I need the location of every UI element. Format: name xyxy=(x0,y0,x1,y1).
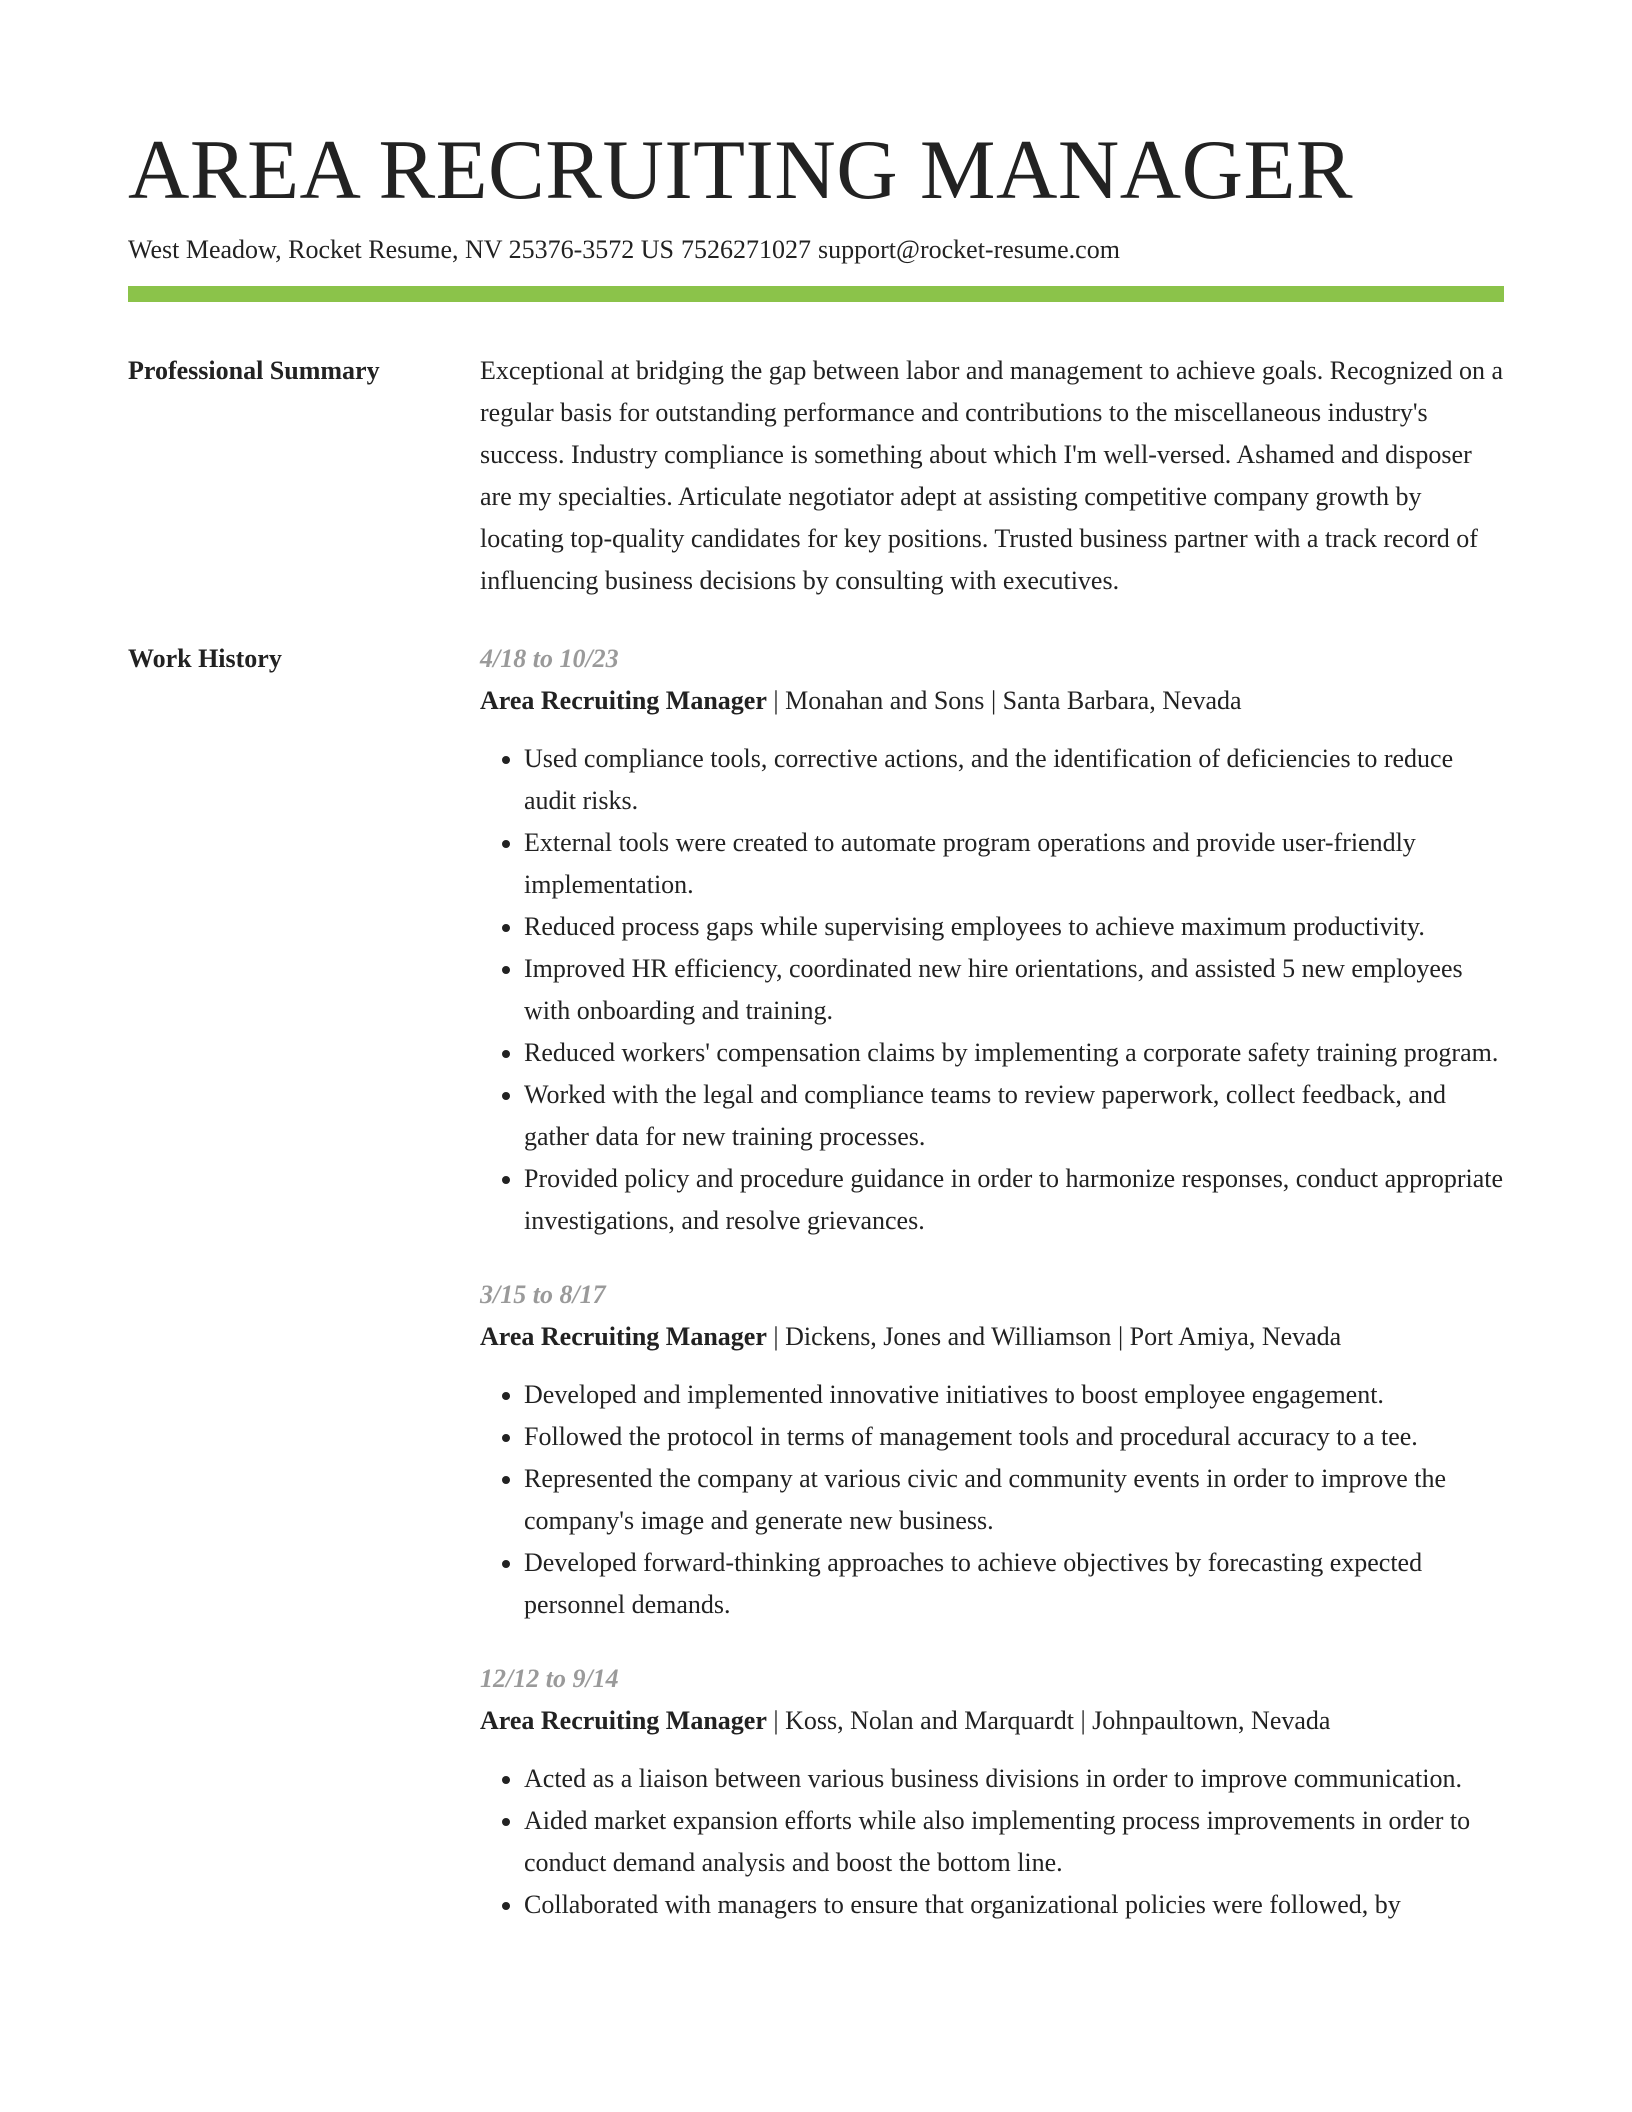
job-company: Koss, Nolan and Marquardt xyxy=(785,1706,1074,1735)
job-title: Area Recruiting Manager xyxy=(480,1706,767,1735)
job-bullet: • Followed the protocol in terms of management tools and procedural accuracy to a tee. xyxy=(524,1416,1504,1458)
work-history-section xyxy=(128,638,1504,1926)
job-bullet-list xyxy=(480,1758,1504,1926)
job-dates: 4/18 to 10/23 xyxy=(480,644,619,673)
job-bullet: • Reduced workers' compensation claims by implementing a corporate safety training program. xyxy=(524,1032,1504,1074)
job-title-line: Area Recruiting Manager | Dickens, Jones and Williamson | Port Amiya, Nevada xyxy=(480,1322,1342,1351)
contact-email: support@rocket-resume.com xyxy=(818,235,1120,264)
job-bullet: • Developed forward-thinking approaches to achieve objectives by forecasting expected personnel demands. xyxy=(524,1542,1504,1626)
job-entry xyxy=(480,638,1504,1242)
job-bullet: • Reduced process gaps while supervising employees to achieve maximum productivity. xyxy=(524,906,1504,948)
summary-section-label: Professional Summary xyxy=(128,356,380,385)
summary-section-content xyxy=(480,350,1504,602)
job-entry xyxy=(480,1658,1504,1926)
job-entry xyxy=(480,1274,1504,1626)
job-location: Johnpaultown, Nevada xyxy=(1092,1706,1331,1735)
job-bullet: • Aided market expansion efforts while also implementing process improvements in order to conduct demand analysis and boost the bottom line. xyxy=(524,1800,1504,1884)
summary-text: Exceptional at bridging the gap between labor and management to achieve goals. Recognized on a regular basis for outstanding performance and contributions to the miscellaneous industry's success. Industry compliance is something about which I'm well-versed. Ashamed and disposer are my specialties. Articulate negotiator adept at assisting competitive company growth by locating top-quality candidates for key positions. Trusted business partner with a track record of influencing business decisions by consulting with executives. xyxy=(480,356,1504,595)
job-bullet-list xyxy=(480,1374,1504,1626)
job-bullet: • Developed and implemented innovative initiatives to boost employee engagement. xyxy=(524,1374,1504,1416)
job-company: Monahan and Sons xyxy=(785,686,985,715)
summary-section xyxy=(128,350,1504,602)
job-title: Area Recruiting Manager xyxy=(480,1322,767,1351)
job-title: Area Recruiting Manager xyxy=(480,686,767,715)
job-company: Dickens, Jones and Williamson xyxy=(785,1322,1112,1351)
job-bullet: • Used compliance tools, corrective actions, and the identification of deficiencies to reduce audit risks. xyxy=(524,738,1504,822)
contact-phone: 7526271027 xyxy=(681,235,812,264)
job-title-line: Area Recruiting Manager | Koss, Nolan and Marquardt | Johnpaultown, Nevada xyxy=(480,1706,1331,1735)
job-location: Santa Barbara, Nevada xyxy=(1002,686,1242,715)
work-history-label: Work History xyxy=(128,644,282,673)
job-bullet-list xyxy=(480,738,1504,1242)
job-bullet: • Represented the company at various civic and community events in order to improve the company's image and generate new business. xyxy=(524,1458,1504,1542)
contact-address: West Meadow, Rocket Resume, NV 25376-3572 US xyxy=(128,235,675,264)
job-bullet: • Collaborated with managers to ensure that organizational policies were followed, by xyxy=(524,1884,1504,1926)
job-bullet: • Acted as a liaison between various business divisions in order to improve communication. xyxy=(524,1758,1504,1800)
contact-line xyxy=(128,232,1504,268)
job-dates: 12/12 to 9/14 xyxy=(480,1664,619,1693)
job-bullet: • Provided policy and procedure guidance in order to harmonize responses, conduct appropriate investigations, and resolve grievances. xyxy=(524,1158,1504,1242)
job-dates: 3/15 to 8/17 xyxy=(480,1280,606,1309)
job-title-line: Area Recruiting Manager | Monahan and Sons | Santa Barbara, Nevada xyxy=(480,686,1242,715)
job-bullet: • External tools were created to automate program operations and provide user-friendly implementation. xyxy=(524,822,1504,906)
job-bullet: • Improved HR efficiency, coordinated new hire orientations, and assisted 5 new employees with onboarding and training. xyxy=(524,948,1504,1032)
work-history-content xyxy=(480,638,1504,1926)
job-location: Port Amiya, Nevada xyxy=(1129,1322,1342,1351)
resume-page xyxy=(128,118,1504,1926)
job-bullet: • Worked with the legal and compliance teams to review paperwork, collect feedback, and gather data for new training processes. xyxy=(524,1074,1504,1158)
resume-name-heading: AREA RECRUITING MANAGER xyxy=(128,123,1354,217)
accent-divider xyxy=(128,286,1504,302)
